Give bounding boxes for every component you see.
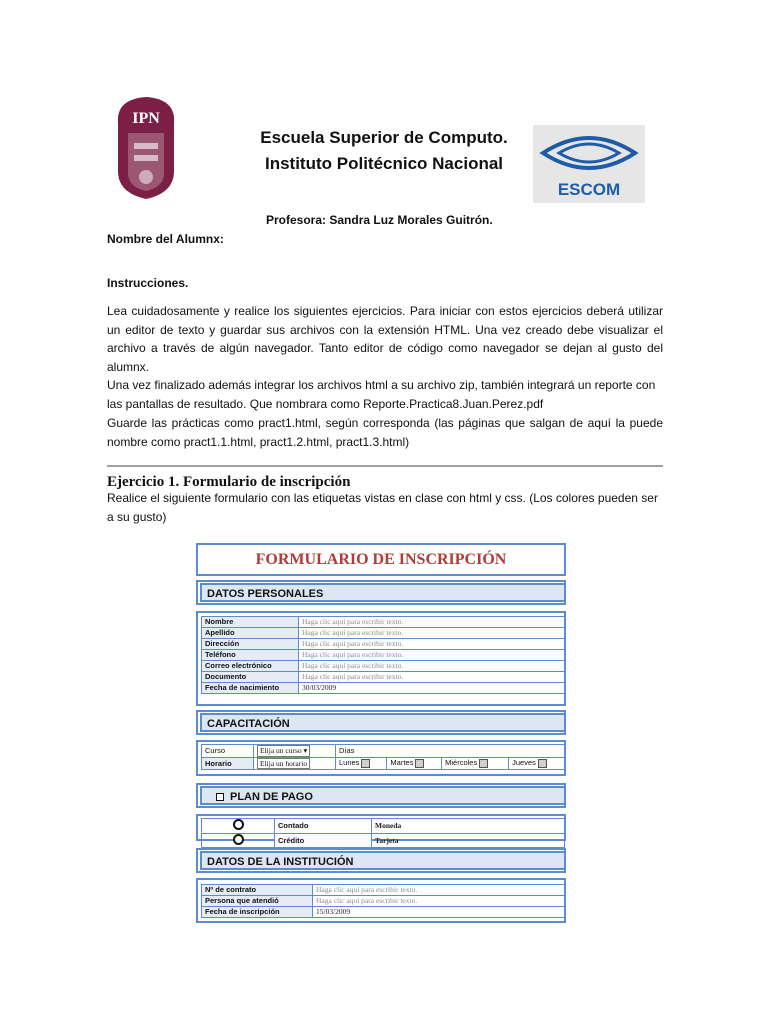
table-row [202,650,565,661]
field-label: Fecha de nacimiento [202,683,299,694]
credit-radio-cell [202,833,275,848]
section-personal-data: DATOS PERSONALES [200,583,566,602]
field-label: Teléfono [202,650,299,661]
address-field[interactable]: Haga clic aquí para escribir texto. [299,639,565,650]
personal-table-frame [196,611,566,706]
table-row [202,672,565,683]
field-label: Persona que atendió [202,896,313,907]
field-label: Fecha de inscripción [202,907,313,918]
personal-section-frame [196,580,566,605]
field-label: Dirección [202,639,299,650]
institute-name: Instituto Politécnico Nacional [264,154,504,173]
field-label: Nº de contrato [202,885,313,896]
table-row [202,819,565,834]
table-row [202,683,565,694]
instructions-paragraph-3: Guarde las prácticas como pract1.html, según corresponda (las páginas que salgan de aquí la puede nombre como pract1.1.html, pract1.2.html, pract1.3.html) [107,416,663,449]
email-field[interactable]: Haga clic aquí para escribir texto. [299,661,565,672]
payment-section-frame [196,783,566,808]
table-row [202,833,565,848]
cash-radio[interactable] [233,819,244,830]
cash-radio-cell [202,819,275,834]
wednesday-checkbox[interactable] [479,759,488,768]
payment-table [201,818,565,848]
enroll-date-field[interactable]: 15/03/2009 [313,907,565,918]
schedule-select[interactable]: Elija un horario [257,758,310,770]
training-table-frame [196,740,566,776]
option-label: Crédito [275,833,372,848]
document-field[interactable]: Haga clic aquí para escribir texto. [299,672,565,683]
field-label: Apellido [202,628,299,639]
table-row [202,896,565,907]
day-thursday [509,757,565,770]
field-label: Documento [202,672,299,683]
attendant-field[interactable]: Haga clic aquí para escribir texto. [313,896,565,907]
option-value: Moneda [372,819,565,834]
section-institution: DATOS DE LA INSTITUCIÓN [200,851,566,870]
day-label: Jueves [512,758,536,768]
tuesday-checkbox[interactable] [415,759,424,768]
table-row [202,885,565,896]
monday-checkbox[interactable] [361,759,370,768]
exercise-description: Realice el siguiente formulario con las etiquetas vistas en clase con html y css. (Los colores pueden ser a su gusto) [107,491,658,524]
registration-form-figure [196,543,570,925]
professor-line: Profesora: Sandra Luz Morales Guitrón. [266,213,493,227]
surname-field[interactable]: Haga clic aquí para escribir texto. [299,628,565,639]
payment-heading-text: PLAN DE PAGO [230,791,313,803]
day-label: Miércoles [445,758,478,768]
section-payment-plan [200,786,566,805]
institution-section-frame [196,848,566,873]
thursday-checkbox[interactable] [538,759,547,768]
day-label: Lunes [339,758,360,768]
section-training: CAPACITACIÓN [200,713,566,732]
table-row [202,757,565,770]
day-label: Martes [390,758,414,768]
school-title [0,125,768,177]
schedule-label: Horario [202,757,254,770]
school-name: Escuela Superior de Computo. [260,128,508,147]
table-row [202,907,565,918]
exercise-title: Ejercicio 1. Formulario de inscripción [107,474,351,490]
day-wednesday [442,757,509,770]
personal-data-table [201,616,565,694]
day-monday [336,757,387,770]
institution-table [201,884,565,918]
field-label: Nombre [202,617,299,628]
option-value: Tarjeta [372,833,565,848]
course-label: Curso [202,745,254,758]
table-row [202,639,565,650]
student-name-label: Nombre del Alumnx: [107,232,224,246]
chevron-down-icon: ▾ [303,746,308,755]
ipn-logo-text: IPN [132,110,160,127]
table-row [202,745,565,758]
instructions-heading: Instrucciones. [107,276,189,290]
phone-field[interactable]: Haga clic aquí para escribir texto. [299,650,565,661]
institution-table-frame [196,878,566,923]
option-label: Contado [275,819,372,834]
schedule-select-cell [254,757,336,770]
table-row [202,628,565,639]
form-title: FORMULARIO DE INSCRIPCIÓN [196,543,566,576]
contract-number-field[interactable]: Haga clic aquí para escribir texto. [313,885,565,896]
escom-logo-text: ESCOM [557,180,621,199]
course-select-cell [254,745,336,758]
table-row [202,617,565,628]
course-select[interactable] [257,745,310,757]
checkbox-icon [216,793,224,801]
divider [107,465,663,467]
credit-radio[interactable] [233,834,244,845]
payment-table-frame [196,814,566,845]
instructions-paragraph-1: Lea cuidadosamente y realice los siguientes ejercicios. Para iniciar con estos ejercicios deberá utilizar un editor de texto y guardar sus archivos con la extensión HTML. Una vez creado debe visualizar el archivo a través de algún navegador. Tanto editor de código como navegador se dejan al gusto del alumnx. [107,304,663,374]
table-row [202,661,565,672]
birth-date-field[interactable]: 30/03/2009 [299,683,565,694]
field-label: Correo electrónico [202,661,299,672]
course-select-value: Elija un curso [260,746,302,755]
training-table [201,744,565,770]
training-section-frame [196,710,566,735]
instructions-paragraph-2: Una vez finalizado además integrar los archivos html a su archivo zip, también integrará un reporte con las pantallas de resultado. Que nombrara como Reporte.Practica8.Juan.Perez.pdf [107,378,656,411]
days-label: Días [336,745,565,758]
name-field[interactable]: Haga clic aquí para escribir texto. [299,617,565,628]
day-tuesday [387,757,442,770]
